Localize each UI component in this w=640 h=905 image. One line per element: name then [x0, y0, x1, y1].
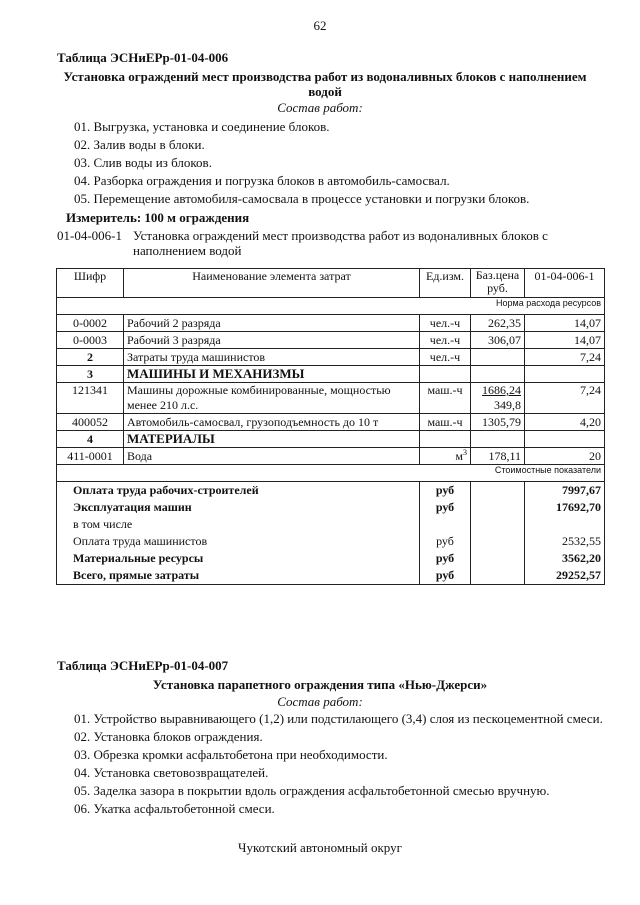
summary-row	[57, 567, 605, 585]
work-item: 01. Выгрузка, установка и соединение блоков.	[74, 119, 330, 134]
table-row	[57, 332, 605, 349]
row-price: 262,35	[471, 315, 525, 332]
work-item: 04. Разборка ограждения и погрузка блоков в автомобиль-самосвал.	[74, 173, 450, 188]
row-value: 4,20	[525, 414, 605, 431]
row-value: 14,07	[525, 315, 605, 332]
work-item: 01. Устройство выравнивающего (1,2) или подстилающего (3,4) слоя из пескоцементной смеси.	[74, 711, 603, 726]
summary-unit: руб	[420, 533, 471, 550]
table1-title: Таблица ЭСНиЕРр-01-04-006	[57, 50, 229, 65]
table1-meter: Измеритель: 100 м ограждения	[66, 210, 250, 225]
code-desc-line2: наполнением водой	[133, 243, 242, 258]
row-code: 400052	[57, 414, 124, 431]
code-desc-line1: Установка ограждений мест производства работ из водоналивных блоков с	[133, 228, 548, 243]
table1-heading	[40, 69, 610, 99]
summary-unit: руб	[420, 482, 471, 500]
summary-name: Всего, прямые затраты	[57, 567, 420, 585]
cost-note: Стоимостные показатели	[57, 465, 605, 482]
section-row	[57, 366, 605, 383]
resource-table	[56, 268, 605, 585]
row-unit: маш.-ч	[420, 414, 471, 431]
table1-works-caption: Состав работ:	[277, 100, 363, 115]
unit-base: м	[455, 449, 463, 463]
row-code: 121341	[57, 383, 124, 414]
header-name: Наименование элемента затрат	[124, 269, 420, 298]
table2-works-list	[74, 710, 603, 818]
summary-name: Оплата труда рабочих-строителей	[57, 482, 420, 500]
table-row	[57, 315, 605, 332]
table-row	[57, 448, 605, 465]
work-item: 05. Заделка зазора в покрытии вдоль ограждения асфальтобетонной смесью вручную.	[74, 783, 550, 798]
summary-row	[57, 516, 605, 533]
work-item: 03. Обрезка кромки асфальтобетона при необходимости.	[74, 747, 388, 762]
header-price-line1: Баз.цена	[475, 268, 520, 282]
table-row	[57, 414, 605, 431]
row-price: 178,11	[471, 448, 525, 465]
row-value: 20	[525, 448, 605, 465]
row-unit	[420, 448, 471, 465]
summary-value: 29252,57	[525, 567, 605, 585]
header-cipher: Шифр	[57, 269, 124, 298]
row-name-line2: менее 210 л.с.	[127, 398, 199, 412]
table1-works-list	[74, 118, 529, 208]
table1-code-desc	[133, 228, 603, 258]
summary-row	[57, 533, 605, 550]
table-row	[57, 383, 605, 414]
summary-value: 7997,67	[525, 482, 605, 500]
table2-works-caption: Состав работ:	[277, 694, 363, 709]
row-name: Рабочий 2 разряда	[124, 315, 420, 332]
summary-unit: руб	[420, 499, 471, 516]
work-item: 03. Слив воды из блоков.	[74, 155, 212, 170]
header-unit: Ед.изм.	[420, 269, 471, 298]
row-unit: чел.-ч	[420, 332, 471, 349]
row-code: 0-0002	[57, 315, 124, 332]
row-code: 411-0001	[57, 448, 124, 465]
summary-name: Материальные ресурсы	[57, 550, 420, 567]
row-name: Вода	[124, 448, 420, 465]
section-code: 4	[57, 431, 124, 448]
summary-row	[57, 482, 605, 500]
header-code-column: 01-04-006-1	[525, 269, 605, 298]
summary-value: 17692,70	[525, 499, 605, 516]
header-price-line2: руб.	[487, 281, 508, 295]
summary-row	[57, 550, 605, 567]
section-name: МАШИНЫ И МЕХАНИЗМЫ	[124, 366, 420, 383]
page-number: 62	[313, 18, 327, 33]
row-value: 7,24	[525, 383, 605, 414]
table1-heading-line2: водой	[308, 84, 342, 99]
norm-note: Норма расхода ресурсов	[57, 298, 605, 315]
table2-heading: Установка парапетного ограждения типа «Нью-Джерси»	[152, 677, 488, 692]
row-name: Рабочий 3 разряда	[124, 332, 420, 349]
row-unit: маш.-ч	[420, 383, 471, 414]
row-name-line1: Машины дорожные комбинированные, мощностью	[127, 383, 391, 397]
row-name: Автомобиль-самосвал, грузоподъемность до 10 т	[124, 414, 420, 431]
summary-unit: руб	[420, 550, 471, 567]
row-unit: чел.-ч	[420, 349, 471, 366]
table-row	[57, 349, 605, 366]
page-footer: Чукотский автономный округ	[238, 840, 402, 855]
work-item: 05. Перемещение автомобиля-самосвала в процессе установки и погрузки блоков.	[74, 191, 530, 206]
norm-note-row	[57, 298, 605, 315]
row-code: 2	[57, 349, 124, 366]
summary-value: 3562,20	[525, 550, 605, 567]
section-code: 3	[57, 366, 124, 383]
row-unit: чел.-ч	[420, 315, 471, 332]
row-code: 0-0003	[57, 332, 124, 349]
row-value: 7,24	[525, 349, 605, 366]
row-price-line1: 1686,24	[482, 383, 521, 397]
work-item: 02. Залив воды в блоки.	[74, 137, 205, 152]
summary-unit: руб	[420, 567, 471, 585]
summary-name: в том числе	[57, 516, 420, 533]
summary-value: 2532,55	[525, 533, 605, 550]
unit-exponent: 3	[463, 448, 467, 457]
row-price-line2: 349,8	[494, 398, 521, 412]
table2-title: Таблица ЭСНиЕРр-01-04-007	[57, 658, 229, 673]
row-value: 14,07	[525, 332, 605, 349]
summary-row	[57, 499, 605, 516]
row-price: 1305,79	[471, 414, 525, 431]
table1-code: 01-04-006-1	[57, 228, 122, 243]
row-name: Затраты труда машинистов	[124, 349, 420, 366]
cost-note-row	[57, 465, 605, 482]
row-price: 306,07	[471, 332, 525, 349]
table-header-row	[57, 269, 605, 298]
summary-name: Оплата труда машинистов	[57, 533, 420, 550]
work-item: 06. Укатка асфальтобетонной смеси.	[74, 801, 275, 816]
row-name	[124, 383, 420, 414]
row-price	[471, 383, 525, 414]
section-row	[57, 431, 605, 448]
header-price	[471, 269, 525, 298]
work-item: 04. Установка световозвращателей.	[74, 765, 269, 780]
summary-name: Эксплуатация машин	[57, 499, 420, 516]
work-item: 02. Установка блоков ограждения.	[74, 729, 263, 744]
table1-heading-line1: Установка ограждений мест производства работ из водоналивных блоков с наполнением	[63, 69, 587, 84]
section-name: МАТЕРИАЛЫ	[124, 431, 420, 448]
